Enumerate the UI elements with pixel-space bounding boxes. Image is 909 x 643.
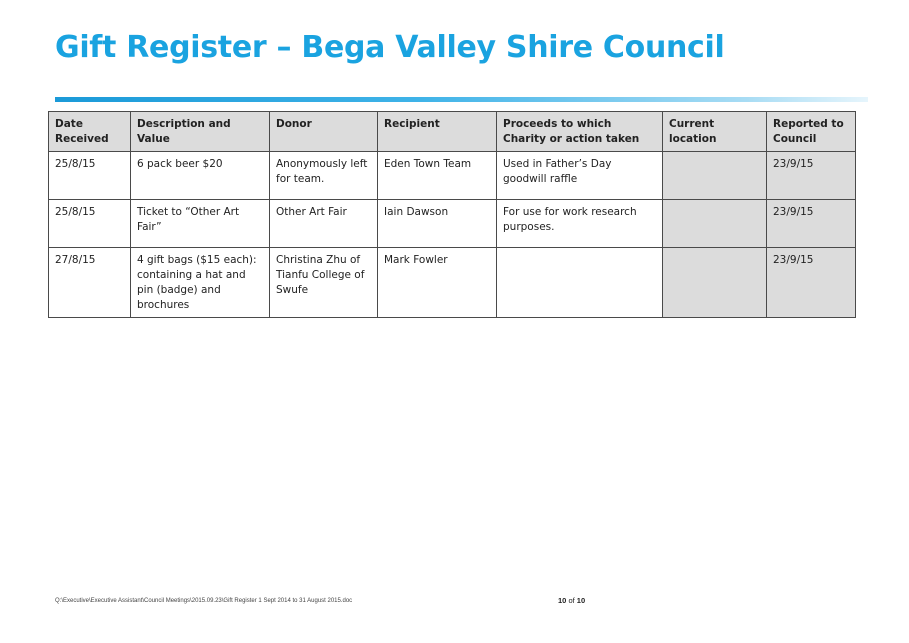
cell-donor: Christina Zhu of Tianfu College of Swufe	[270, 248, 378, 318]
header-date-received: Date Received	[49, 112, 131, 152]
cell-proceeds-action: For use for work research purposes.	[497, 200, 663, 248]
header-description-value: Description and Value	[131, 112, 270, 152]
header-reported-to-council: Reported to Council	[767, 112, 856, 152]
table-row	[49, 200, 856, 248]
cell-current-location	[663, 248, 767, 318]
table-row	[49, 152, 856, 200]
header-proceeds-action: Proceeds to which Charity or action taken	[497, 112, 663, 152]
cell-current-location	[663, 152, 767, 200]
cell-recipient: Mark Fowler	[378, 248, 497, 318]
cell-reported-to-council: 23/9/15	[767, 248, 856, 318]
footer-page-number	[558, 596, 585, 605]
cell-date-received: 25/8/15	[49, 152, 131, 200]
cell-donor: Other Art Fair	[270, 200, 378, 248]
cell-proceeds-action: Used in Father’s Day goodwill raffle	[497, 152, 663, 200]
cell-proceeds-action	[497, 248, 663, 318]
cell-reported-to-council: 23/9/15	[767, 200, 856, 248]
page-current: 10	[558, 596, 567, 605]
footer-file-path: Q:\Executive\Executive Assistant\Council Meetings\2015.09.23\Gift Register 1 Sept 2014 to 31 August 2015.doc	[55, 598, 353, 604]
gift-register-table	[48, 111, 856, 318]
cell-description-value: 6 pack beer $20	[131, 152, 270, 200]
cell-description-value: Ticket to “Other Art Fair”	[131, 200, 270, 248]
table-row	[49, 248, 856, 318]
cell-current-location	[663, 200, 767, 248]
cell-date-received: 25/8/15	[49, 200, 131, 248]
cell-recipient: Eden Town Team	[378, 152, 497, 200]
cell-reported-to-council: 23/9/15	[767, 152, 856, 200]
title-divider	[55, 97, 868, 102]
page-title: Gift Register – Bega Valley Shire Council	[55, 30, 725, 65]
header-current-location: Current location	[663, 112, 767, 152]
page-total: 10	[576, 596, 586, 605]
cell-date-received: 27/8/15	[49, 248, 131, 318]
header-recipient: Recipient	[378, 112, 497, 152]
cell-description-value: 4 gift bags ($15 each): containing a hat and pin (badge) and brochures	[131, 248, 270, 318]
page-of-label: of	[568, 596, 575, 605]
table-header-row	[49, 112, 856, 152]
header-donor: Donor	[270, 112, 378, 152]
cell-recipient: Iain Dawson	[378, 200, 497, 248]
cell-donor: Anonymously left for team.	[270, 152, 378, 200]
